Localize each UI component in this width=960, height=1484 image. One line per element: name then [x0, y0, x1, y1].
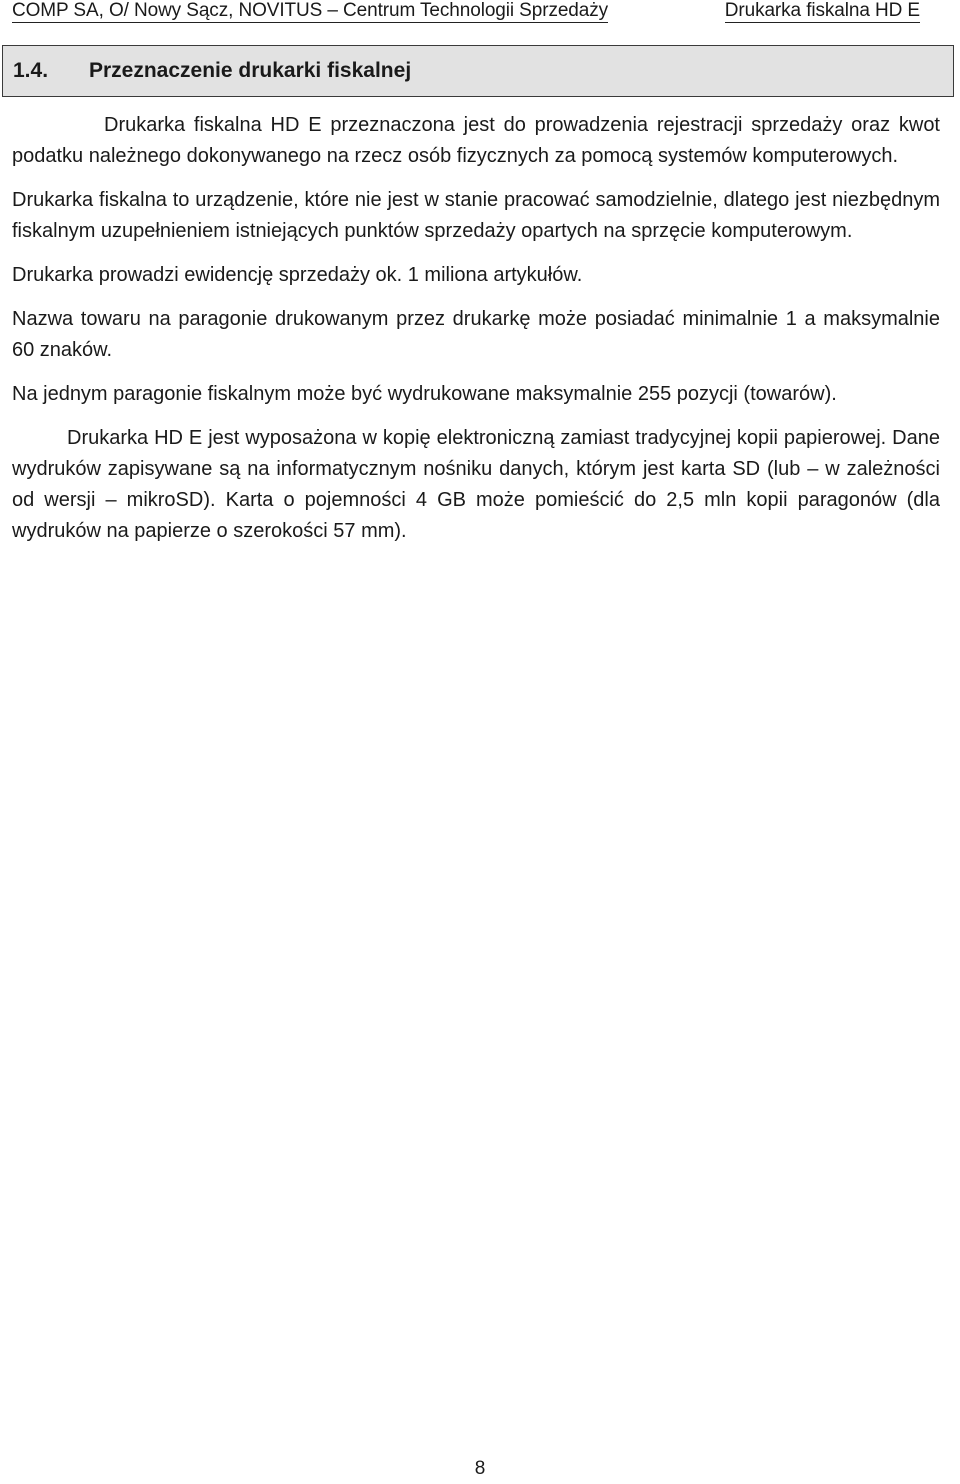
page-number: 8 — [474, 1458, 486, 1479]
section-heading — [2, 45, 954, 97]
paragraph-name-length: Nazwa towaru na paragonie drukowanym przez drukarkę może posiadać minimalnie 1 a maksymalnie 60 znaków. — [12, 308, 940, 361]
section-title: Przeznaczenie drukarki fiskalnej — [89, 59, 412, 82]
paragraph-electronic-copy: Drukarka HD E jest wyposażona w kopię elektroniczną zamiast tradycyjnej kopii papierowej. Dane wydruków zapisywane są na informatycznym nośniku danych, którym jest karta SD (lub – w zależności od wersji – mikroSD). Karta o pojemności 4 GB może pomieścić do 2,5 mln kopii paragonów (dla wydruków na papierze o szerokości 57 mm). — [12, 427, 940, 542]
paragraph-max-items: Na jednym paragonie fiskalnym może być wydrukowane maksymalnie 255 pozycji (towarów). — [12, 383, 837, 405]
page-header — [12, 0, 920, 26]
paragraph-device: Drukarka fiskalna to urządzenie, które nie jest w stanie pracować samodzielnie, dlatego jest niezbędnym fiskalnym uzupełnieniem istniejących punktów sprzedaży opartych na sprzęcie komputerowym. — [12, 189, 940, 242]
header-company: COMP SA, O/ Nowy Sącz, NOVITUS – Centrum Technologii Sprzedaży — [12, 0, 609, 21]
paragraph-records: Drukarka prowadzi ewidencję sprzedaży ok. 1 miliona artykułów. — [12, 264, 583, 286]
body-text — [12, 110, 940, 560]
section-number: 1.4. — [13, 59, 49, 82]
paragraph-purpose: Drukarka fiskalna HD E przeznaczona jest do prowadzenia rejestracji sprzedaży oraz kwot podatku należnego dokonywanego na rzecz osób fizycznych za pomocą systemów komputerowych. — [12, 114, 940, 167]
header-product: Drukarka fiskalna HD E — [724, 0, 920, 21]
